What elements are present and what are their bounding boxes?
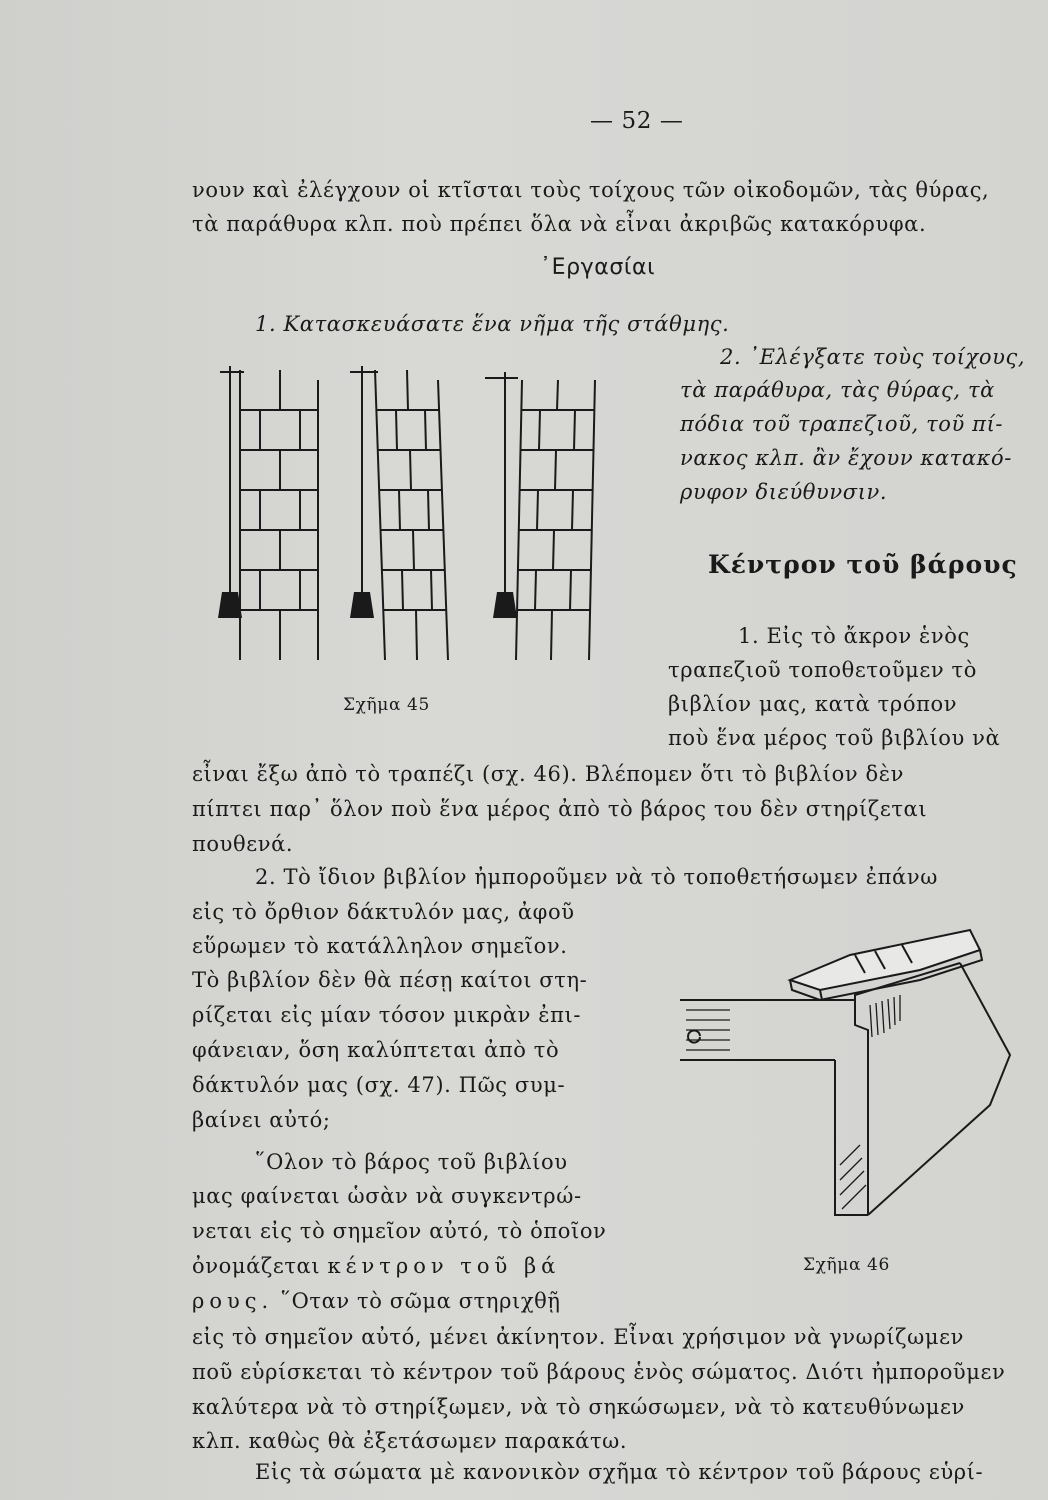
paragraph-1-line: βιβλίον μας, κατὰ τρόπον [668,692,958,716]
term-center-of-gravity: κέντρον τοῦ βά [327,1254,561,1278]
paragraph-2-line: εἰς τὸ ὄρθιον δάκτυλόν μας, ἀφοῦ [192,900,575,924]
plumb-bob-icon [493,592,517,618]
brick-wall-leaning [375,370,448,660]
figure-46-caption: Σχῆμα 46 [803,1255,890,1275]
exercise-2-line: ρυφον διεύθυνσιν. [680,480,888,504]
paragraph-1-line: πίπτει παρ᾿ ὅλον ποὺ ἕνα μέρος ἀπὸ τὸ βάρος του δὲν στηρίζεται [192,797,928,821]
brick-wall-vertical [240,370,318,660]
paragraph-2-line: φάνειαν, ὅση καλύπτεται ἀπὸ τὸ [192,1038,560,1062]
paragraph-1-line: ποὺ ἕνα μέρος τοῦ βιβλίου νὰ [668,726,1001,750]
plumb-line-2 [350,366,378,592]
paragraph-3-line: κλπ. καθὼς θὰ ἐξετάσωμεν παρακάτω. [192,1429,628,1453]
paragraph-3-line: εἰς τὸ σημεῖον αὐτό, μένει ἀκίνητον. Εἶναι χρήσιμον νὰ γνωρίζωμεν [192,1325,964,1349]
paragraph-3-line: μας φαίνεται ὡσὰν νὰ συγκεντρώ- [192,1184,582,1208]
paragraph-1-line: 1. Εἰς τὸ ἄκρον ἑνὸς [738,624,970,648]
exercise-2-line: τὰ παράθυρα, τὰς θύρας, τὰ [680,378,995,402]
exercise-2-line: πόδια τοῦ τραπεζιοῦ, τοῦ πί- [680,412,1004,436]
plumb-line-3 [485,372,518,592]
exercises-heading: ᾿Εργασίαι [540,255,656,280]
paragraph-2-line: εὕρωμεν τὸ κατάλληλον σημεῖον. [192,934,568,958]
page-number: — 52 — [590,108,684,134]
brick-wall-leaning-right [516,380,595,660]
term-center-of-gravity-end: ρους. [192,1289,274,1313]
intro-line: νουν καὶ ἐλέγχουν οἱ κτῖσται τοὺς τοίχους τῶν οἰκοδομῶν, τὰς θύρας, [192,178,990,202]
figure-45-caption: Σχῆμα 45 [343,695,430,715]
figure-45-illustration [200,360,620,670]
intro-line: τὰ παράθυρα κλπ. ποὺ πρέπει ὅλα νὰ εἶναι ἀκριβῶς κατακόρυφα. [192,212,927,236]
paragraph-3-line: νεται εἰς τὸ σημεῖον αὐτό, τὸ ὁποῖον [192,1219,607,1243]
paragraph-2-line: δάκτυλόν μας (σχ. 47). Πῶς συμ- [192,1073,566,1097]
paragraph-3-line: ποῦ εὑρίσκεται τὸ κέντρον τοῦ βάρους ἑνὸς σώματος. Διότι ἠμποροῦμεν [192,1360,1006,1384]
paragraph-3-line [192,1289,561,1313]
paragraph-1-line: τραπεζιοῦ τοποθετοῦμεν τὸ [668,658,978,682]
exercise-2-line: 2. ᾿Ελέγξατε τοὺς τοίχους, [720,345,1026,369]
paragraph-1-line: εἶναι ἔξω ἀπὸ τὸ τραπέζι (σχ. 46). Βλέπομεν ὅτι τὸ βιβλίον δὲν [192,762,904,786]
paragraph-3-line: καλύτερα νὰ τὸ στηρίξωμεν, νὰ τὸ σηκώσωμεν, νὰ τὸ κατευθύνωμεν [192,1395,965,1419]
plumb-bob-icon [218,592,242,618]
exercise-1: 1. Κατασκευάσατε ἕνα νῆμα τῆς στάθμης. [255,312,730,336]
paragraph-3-line: ῞Ολον τὸ βάρος τοῦ βιβλίου [255,1150,568,1174]
paragraph-4-line: Εἰς τὰ σώματα μὲ κανονικὸν σχῆμα τὸ κέντρον τοῦ βάρους εὑρί- [255,1460,984,1484]
paragraph-3-text: ῞Οταν τὸ σῶμα στηριχθῇ [280,1289,561,1313]
paragraph-2-line: 2. Τὸ ἴδιον βιβλίον ἠμποροῦμεν νὰ τὸ τοποθετήσωμεν ἐπάνω [255,865,938,889]
paragraph-1-line: πουθενά. [192,832,294,856]
figure-46-illustration [670,925,1030,1225]
paragraph-2-line: Τὸ βιβλίον δὲν θὰ πέσῃ καίτοι στη- [192,968,588,992]
plumb-bob-icon [350,592,374,618]
paragraph-3-text: ὀνομάζεται [192,1254,321,1278]
paragraph-2-line: βαίνει αὐτό; [192,1108,331,1132]
paragraph-3-line [192,1254,560,1278]
paragraph-2-line: ρίζεται εἰς μίαν τόσον μικρὰν ἐπι- [192,1003,582,1027]
section-title: Κέντρον τοῦ βάρους [708,550,1018,579]
exercise-2-line: νακος κλπ. ἂν ἔχουν κατακό- [680,446,1012,470]
